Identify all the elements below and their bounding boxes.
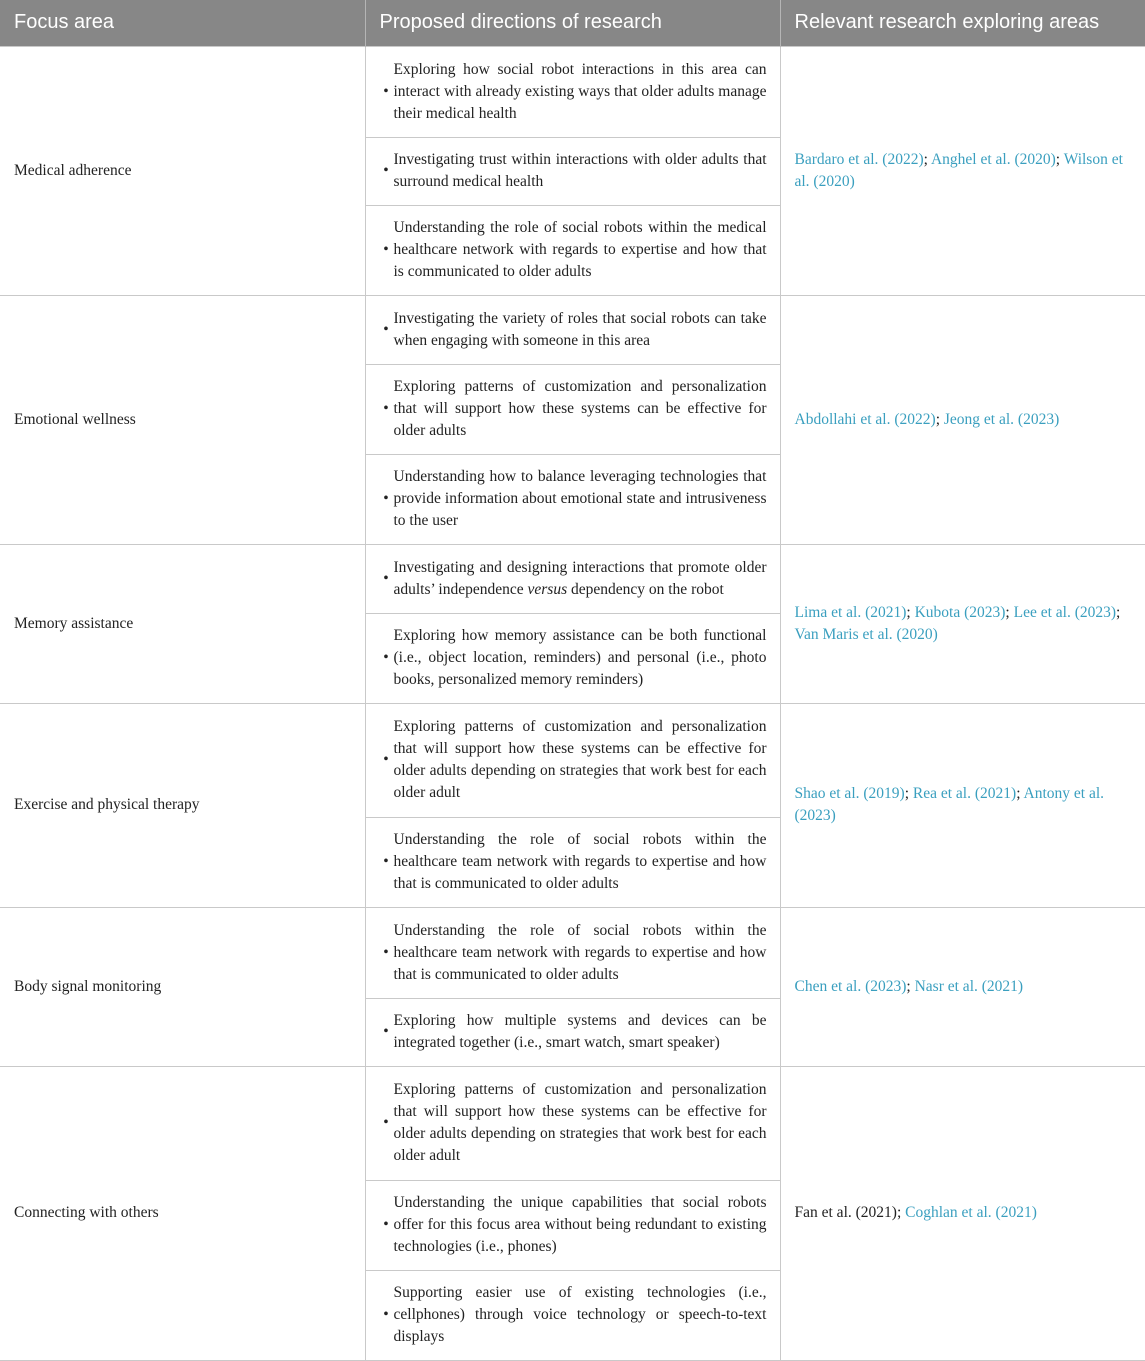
direction-item <box>366 908 780 998</box>
references-cell <box>780 46 1145 295</box>
focus-area-cell: Medical adherence <box>0 46 365 295</box>
reference-link[interactable]: Chen et al. (2023) <box>794 977 907 995</box>
direction-text: Investigating trust within interactions with older adults that surround medical health <box>393 151 767 190</box>
reference-link[interactable]: Rea et al. (2021) <box>912 785 1017 802</box>
direction-item <box>366 137 780 205</box>
reference-separator: ; <box>1116 603 1121 621</box>
table-row <box>0 46 1145 295</box>
bullet-icon: • <box>383 82 389 100</box>
direction-text: Exploring patterns of customization and personalization that will support how these systems can be effective for older adults depending on strategies that work best for each older adult <box>393 1081 767 1164</box>
direction-item <box>366 545 780 613</box>
table-row <box>0 703 1145 907</box>
reference-link[interactable]: Lee et al. (2023) <box>1013 603 1117 621</box>
table-row <box>0 907 1145 1066</box>
header-row <box>0 0 1145 46</box>
bullet-icon: • <box>383 751 389 768</box>
reference-link[interactable]: Lima et al. (2021) <box>794 603 907 621</box>
direction-item <box>366 1270 780 1360</box>
direction-text: Investigating and designing interactions that promote older adults’ independence versus dependency on the robot <box>393 558 767 598</box>
bullet-icon: • <box>383 490 389 507</box>
references-cell <box>780 544 1145 703</box>
reference-separator: ; <box>935 410 944 428</box>
direction-text: Exploring how memory assistance can be both functional (i.e., object location, reminders) and personal (i.e., photo books, personalized memory reminders) <box>393 627 767 688</box>
references-cell <box>780 703 1145 907</box>
direction-item <box>366 1067 780 1180</box>
header-relevant-research: Relevant research exploring areas <box>780 0 1145 46</box>
direction-text: Exploring how multiple systems and devices can be integrated together (i.e., smart watch, smart speaker) <box>393 1012 767 1051</box>
focus-area-cell: Emotional wellness <box>0 295 365 544</box>
reference-separator: ; <box>1016 785 1024 802</box>
direction-text: Understanding the role of social robots within the healthcare team network with regards to expertise and how that is communicated to older adults <box>393 831 767 892</box>
direction-item <box>366 296 780 364</box>
bullet-icon: • <box>383 241 389 258</box>
direction-item <box>366 613 780 703</box>
reference-separator: ; <box>904 785 913 802</box>
direction-item <box>366 47 780 137</box>
bullet-icon: • <box>383 943 389 961</box>
reference-link[interactable]: Kubota (2023) <box>914 603 1006 621</box>
reference-link[interactable]: Abdollahi et al. (2022) <box>794 410 936 428</box>
direction-item <box>366 454 780 544</box>
focus-area-cell: Memory assistance <box>0 544 365 703</box>
direction-item <box>366 364 780 454</box>
table-body <box>0 46 1145 1360</box>
reference-separator: ; <box>896 1204 906 1221</box>
references-cell <box>780 1066 1145 1360</box>
bullet-icon: • <box>383 162 389 179</box>
reference-text: Fan et al. (2021) <box>794 1204 897 1221</box>
direction-text: Understanding how to balance leveraging technologies that provide information about emotional state and intrusiveness to the user <box>393 468 767 529</box>
direction-text: Investigating the variety of roles that social robots can take when engaging with someone in this area <box>393 309 767 349</box>
focus-area-cell: Body signal monitoring <box>0 907 365 1066</box>
reference-link[interactable]: Bardaro et al. (2022) <box>794 150 924 168</box>
direction-item <box>366 205 780 295</box>
directions-cell <box>365 703 780 907</box>
header-focus-area: Focus area <box>0 0 365 46</box>
reference-link[interactable]: Nasr et al. (2021) <box>914 977 1024 995</box>
bullet-icon: • <box>383 320 389 338</box>
directions-cell <box>365 544 780 703</box>
reference-separator: ; <box>906 603 915 621</box>
bullet-icon: • <box>383 1023 389 1040</box>
direction-text: Understanding the role of social robots within the healthcare team network with regards to expertise and how that is communicated to older adults <box>393 921 767 983</box>
reference-link[interactable]: Wilson et al. (2020) <box>794 150 1123 190</box>
table-row <box>0 544 1145 703</box>
focus-area-cell: Connecting with others <box>0 1066 365 1360</box>
reference-link[interactable]: Anghel et al. (2020) <box>930 150 1056 168</box>
direction-text: Exploring patterns of customization and personalization that will support how these systems can be effective for older adults depending on strategies that work best for each older adult <box>393 718 767 801</box>
bullet-icon: • <box>383 569 389 587</box>
direction-item <box>366 1180 780 1270</box>
direction-text: Supporting easier use of existing technologies (i.e., cellphones) through voice technology or speech-to-text displays <box>393 1284 767 1345</box>
reference-link[interactable]: Shao et al. (2019) <box>794 785 905 802</box>
reference-separator: ; <box>906 977 915 995</box>
reference-separator: ; <box>1055 150 1064 168</box>
table-row <box>0 1066 1145 1360</box>
bullet-icon: • <box>383 1114 389 1131</box>
direction-text: Understanding the role of social robots within the medical healthcare network with regards to expertise and how that is communicated to older adults <box>393 219 767 280</box>
reference-link[interactable]: Van Maris et al. (2020) <box>794 625 938 643</box>
reference-separator: ; <box>923 150 931 168</box>
bullet-icon: • <box>383 649 389 666</box>
reference-separator: ; <box>1005 603 1014 621</box>
references-cell <box>780 295 1145 544</box>
direction-text: Exploring patterns of customization and personalization that will support how these systems can be effective for older adults <box>393 378 767 439</box>
header-proposed-directions: Proposed directions of research <box>365 0 780 46</box>
references-cell <box>780 907 1145 1066</box>
reference-link[interactable]: Jeong et al. (2023) <box>943 410 1060 428</box>
focus-area-cell: Exercise and physical therapy <box>0 703 365 907</box>
bullet-icon: • <box>383 853 389 870</box>
bullet-icon: • <box>383 400 389 417</box>
direction-text: Understanding the unique capabilities that social robots offer for this focus area without being redundant to existing technologies (i.e., phones) <box>393 1194 767 1255</box>
directions-cell <box>365 295 780 544</box>
directions-cell <box>365 1066 780 1360</box>
direction-item <box>366 817 780 907</box>
bullet-icon: • <box>383 1306 389 1323</box>
directions-cell <box>365 907 780 1066</box>
directions-cell <box>365 46 780 295</box>
table-row <box>0 295 1145 544</box>
direction-text: Exploring how social robot interactions in this area can interact with already existing ways that older adults manage their medical health <box>393 60 767 122</box>
reference-link[interactable]: Coghlan et al. (2021) <box>905 1204 1037 1221</box>
direction-item <box>366 998 780 1066</box>
reference-link[interactable]: Antony et al. (2023) <box>794 785 1105 824</box>
direction-item <box>366 704 780 817</box>
bullet-icon: • <box>383 1216 389 1233</box>
